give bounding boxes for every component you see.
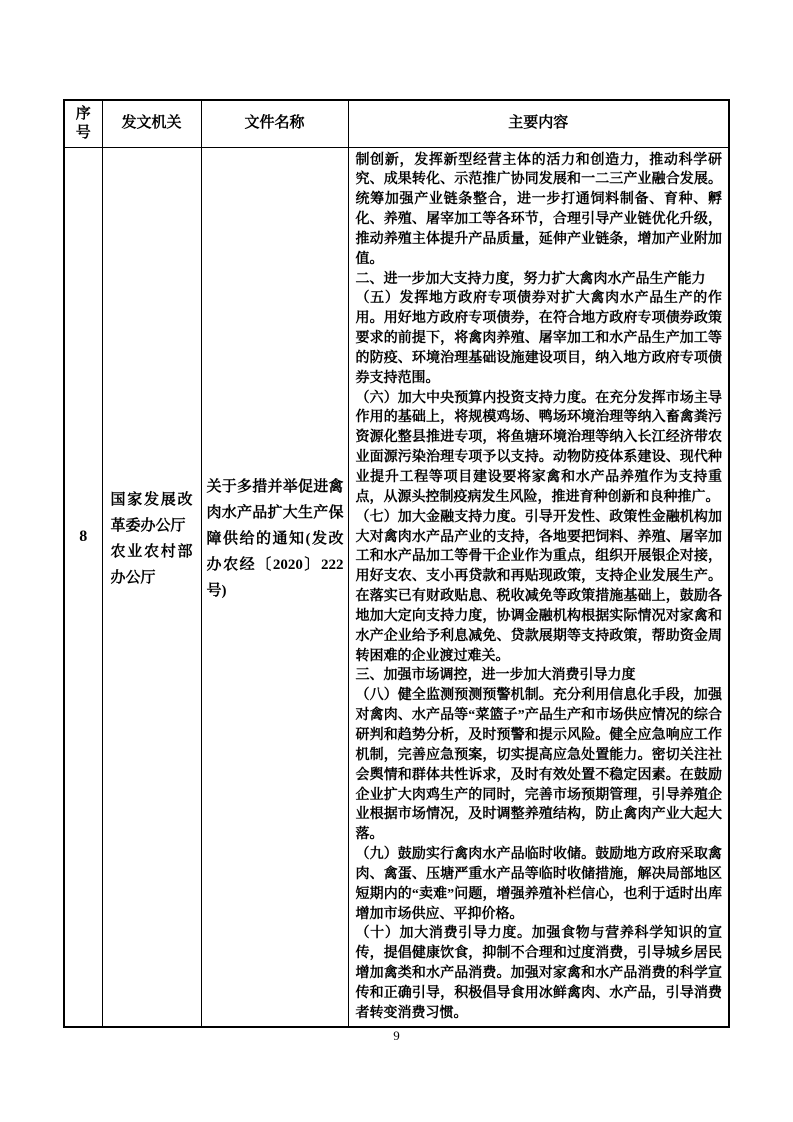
document-table — [63, 99, 730, 1028]
content-paragraph: （六）加大中央预算内投资支持力度。在充分发挥市场主导作用的基础上，将规模鸡场、鸭场环境治理等纳入畜禽粪污资源化整县推进专项，将鱼塘环境治理等纳入长江经济带农业面源污染治理专项予以支持。动物防疫体系建设、现代种业提升工程等项目建设要将家禽和水产品养殖作为支持重点，从源头控制疫病发生风险，推进育种创新和良种推广。 — [355, 390, 722, 505]
content-paragraph: （八）健全监测预测预警机制。充分利用信息化手段，加强对禽肉、水产品等“菜篮子”产品生产和市场供应情况的综合研判和趋势分析，及时预警和提示风险。健全应急响应工作机制，完善应急预案，切实提高应急处置能力。密切关注社会舆情和群体共性诉求，及时有效处置不稳定因素。在鼓励企业扩大肉鸡生产的同时，完善市场预期管理，引导养殖企业根据市场情况，及时调整养殖结构，防止禽肉产业大起大落。 — [355, 688, 722, 843]
header-doc-title — [201, 100, 348, 147]
content-paragraph: 三、加强市场调控，进一步加大消费引导力度 — [355, 668, 636, 684]
table-header-row — [64, 100, 729, 147]
header-index-label: 序号 — [75, 105, 91, 141]
header-doc-title-label: 文件名称 — [244, 115, 305, 132]
cell-index — [64, 147, 102, 1027]
cell-issuer — [102, 147, 201, 1027]
header-index — [64, 100, 102, 147]
issuer-line: 国家发展改革委办公厅 — [110, 492, 193, 535]
cell-main-content — [348, 147, 729, 1027]
cell-doc-title — [201, 147, 348, 1027]
doc-title-text: 关于多措并举促进禽肉水产品扩大生产保障供给的通知(发改办农经〔2020〕222号) — [206, 479, 344, 600]
content-paragraph: （十）加大消费引导力度。加强食物与营养科学知识的宣传，提倡健康饮食，抑制不合理和过度消费，引导城乡居民增加禽类和水产品消费。加强对家禽和水产品消费的科学宣传和正确引导，积极倡导食用冰鲜禽肉、水产品，引导消费者转变消费习惯。 — [355, 926, 722, 1021]
issuer-line: 农业农村部办公厅 — [110, 544, 193, 587]
content-paragraph: （九）鼓励实行禽肉水产品临时收储。鼓励地方政府采取禽肉、禽蛋、压塘严重水产品等临时收储措施，解决局部地区短期内的“卖难”问题，增强养殖补栏信心，也利于适时出库增加市场供应、平抑价格。 — [355, 847, 722, 922]
header-issuer — [102, 100, 201, 147]
content-paragraph: 制创新，发挥新型经营主体的活力和创造力，推动科学研究、成果转化、示范推广协同发展和一二三产业融合发展。统筹加强产业链条整合，进一步打通饲料制备、育种、孵化、养殖、屠宰加工等各环节，合理引导产业链优化升级，推动养殖主体提升产品质量，延伸产业链条，增加产业附加值。 — [355, 152, 722, 267]
content-paragraph: （五）发挥地方政府专项债券对扩大禽肉水产品生产的作用。用好地方政府专项债券，在符合地方政府专项债券政策要求的前提下，将禽肉养殖、屠宰加工和水产品生产加工等的防疫、环境治理基础设施建设项目，纳入地方政府专项债券支持范围。 — [355, 291, 722, 386]
content-paragraph: 二、进一步加大支持力度，努力扩大禽肉水产品生产能力 — [355, 271, 706, 287]
page-number: 9 — [393, 1028, 400, 1043]
header-issuer-label: 发文机关 — [121, 115, 182, 132]
row-index-value: 8 — [79, 527, 88, 545]
table-row — [64, 147, 729, 1027]
header-content-label: 主要内容 — [508, 115, 569, 132]
content-paragraph: （七）加大金融支持力度。引导开发性、政策性金融机构加大对禽肉水产品产业的支持，各地要把饲料、养殖、屠宰加工和水产品加工等骨干企业作为重点，组织开展银企对接，用好支农、支小再贷款和再贴现政策，支持企业发展生产。在落实已有财政贴息、税收减免等政策措施基础上，鼓励各地加大定向支持力度，协调金融机构根据实际情况对家禽和水产企业给予利息减免、贷款展期等支持政策，帮助资金周转困难的企业渡过难关。 — [355, 509, 722, 664]
header-content — [348, 100, 729, 147]
